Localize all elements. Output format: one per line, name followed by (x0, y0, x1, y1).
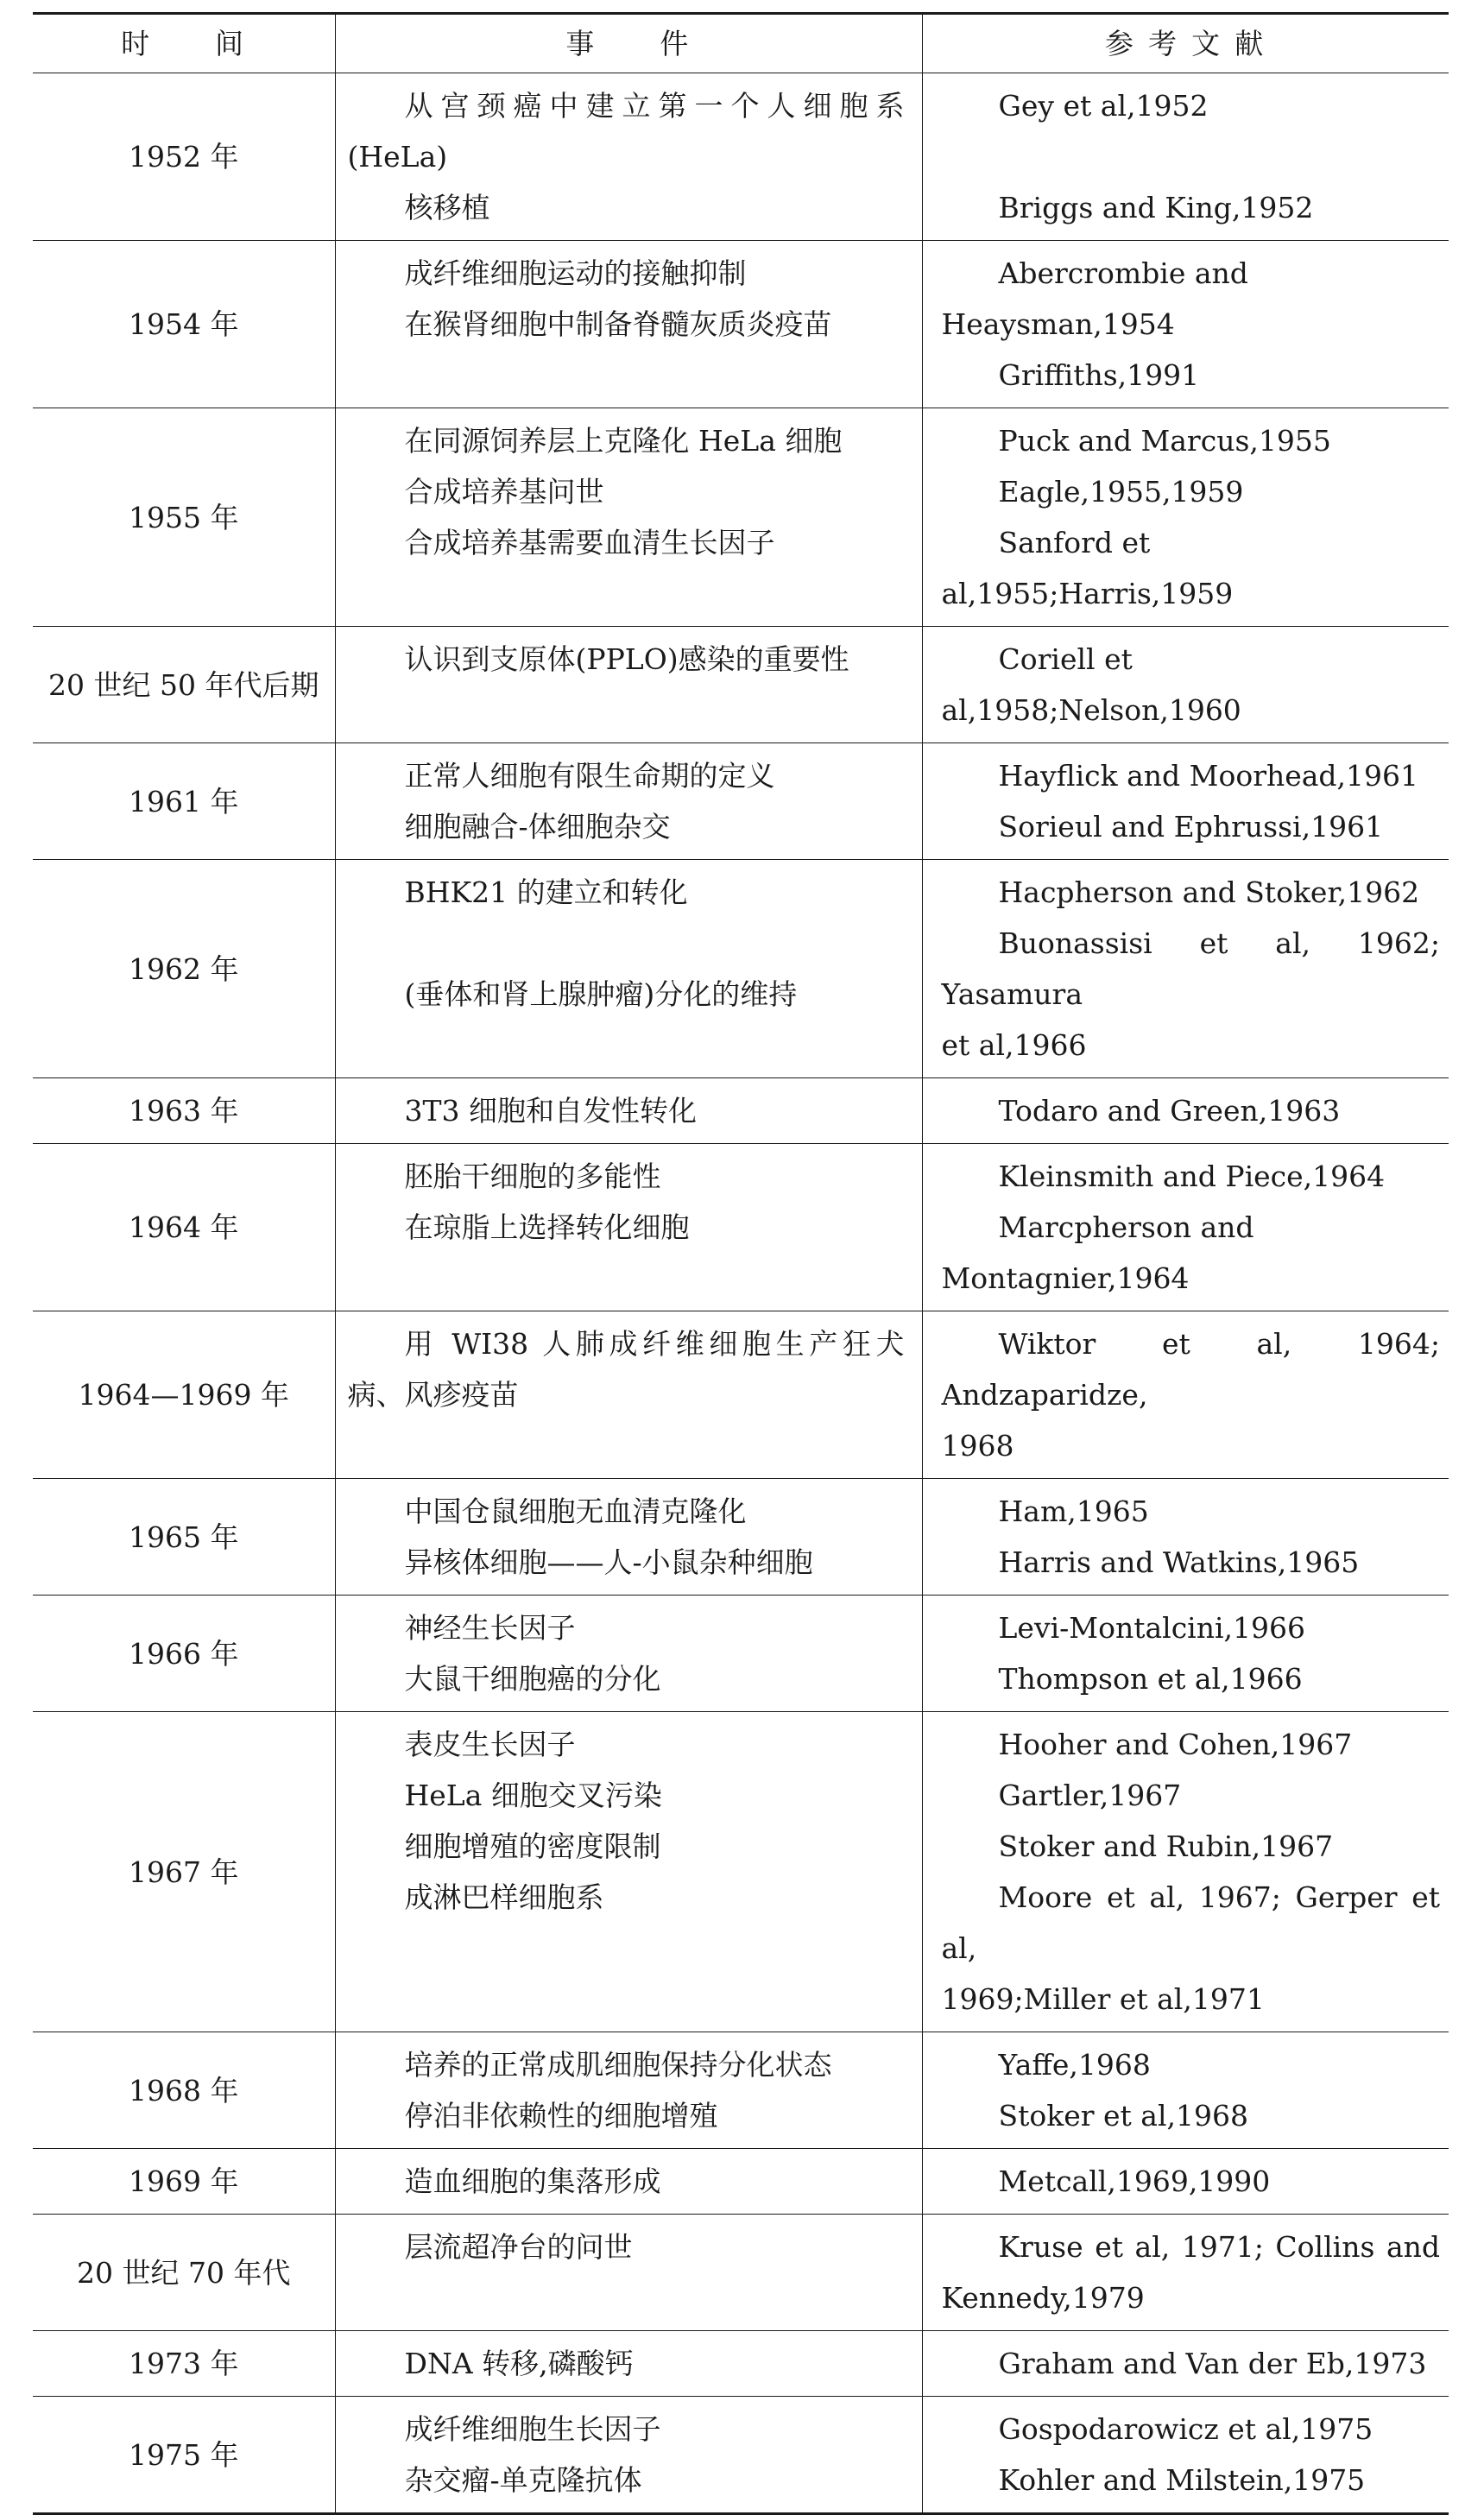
table-row (33, 2331, 1449, 2397)
event-cell (335, 2397, 922, 2514)
table-row (33, 743, 1449, 860)
reference-cell (922, 1596, 1449, 1712)
reference-line: Gospodarowicz et al,1975 (998, 2412, 1373, 2446)
table-row (33, 1479, 1449, 1596)
reference-cell (922, 408, 1449, 627)
event-cell (335, 1311, 922, 1479)
reference-line: Buonassisi et al, 1962; Yasamura (941, 926, 1440, 1011)
reference-line: Kennedy,1979 (941, 2281, 1145, 2315)
reference-cell (922, 1311, 1449, 1479)
event-line: 细胞增殖的密度限制 (404, 1829, 661, 1863)
time-cell: 1973 年 (33, 2331, 335, 2397)
event-line: (HeLa) (347, 140, 448, 174)
header-time: 时 间 (33, 14, 335, 73)
history-table (33, 12, 1449, 2515)
event-line: 造血细胞的集落形成 (404, 2164, 661, 2198)
event-cell (335, 627, 922, 743)
event-line: 合成培养基需要血清生长因子 (404, 526, 775, 559)
reference-cell (922, 627, 1449, 743)
reference-line: Hooher and Cohen,1967 (998, 1728, 1353, 1761)
reference-line: Sorieul and Ephrussi,1961 (998, 810, 1384, 844)
reference-cell (922, 73, 1449, 241)
event-cell (335, 73, 922, 241)
time-cell: 1964—1969 年 (33, 1311, 335, 1479)
reference-cell (922, 2032, 1449, 2149)
time-cell: 1966 年 (33, 1596, 335, 1712)
table-row (33, 1712, 1449, 2032)
event-line: 细胞融合-体细胞杂交 (404, 810, 671, 844)
reference-cell (922, 2149, 1449, 2215)
reference-line: Kohler and Milstein,1975 (998, 2463, 1366, 2497)
event-line: 大鼠干细胞癌的分化 (404, 1662, 661, 1696)
event-line: 杂交瘤-单克隆抗体 (404, 2463, 642, 2497)
reference-line: Kruse et al, 1971; Collins and (998, 2230, 1440, 2264)
event-line: 在琼脂上选择转化细胞 (404, 1210, 690, 1244)
event-cell (335, 241, 922, 408)
event-line: 培养的正常成肌细胞保持分化状态 (404, 2048, 832, 2082)
event-cell (335, 2215, 922, 2331)
header-event: 事 件 (335, 14, 922, 73)
event-line: 成纤维细胞运动的接触抑制 (404, 256, 747, 290)
time-cell: 1975 年 (33, 2397, 335, 2514)
reference-cell (922, 241, 1449, 408)
table-row (33, 73, 1449, 241)
reference-line: Gey et al,1952 (998, 89, 1209, 123)
event-cell (335, 1712, 922, 2032)
reference-line: Briggs and King,1952 (998, 191, 1314, 224)
event-line: 合成培养基问世 (404, 475, 604, 509)
event-line: DNA 转移,磷酸钙 (404, 2347, 634, 2380)
reference-line: Hayflick and Moorhead,1961 (998, 759, 1419, 793)
header-reference: 参 考 文 献 (922, 14, 1449, 73)
reference-cell (922, 1712, 1449, 2032)
reference-line: Marcpherson and Montagnier,1964 (941, 1210, 1254, 1295)
event-line (348, 918, 905, 969)
time-cell: 1964 年 (33, 1144, 335, 1311)
header-row (33, 14, 1449, 73)
reference-line: Eagle,1955,1959 (998, 475, 1244, 509)
table-row (33, 1311, 1449, 1479)
reference-cell (922, 2331, 1449, 2397)
reference-line: Stoker et al,1968 (998, 2099, 1249, 2133)
reference-line: Puck and Marcus,1955 (998, 424, 1331, 458)
table-row (33, 2215, 1449, 2331)
event-line: 认识到支原体(PPLO)感染的重要性 (404, 642, 849, 676)
event-cell (335, 860, 922, 1078)
event-cell (335, 1596, 922, 1712)
table-row (33, 627, 1449, 743)
event-line: BHK21 的建立和转化 (404, 875, 688, 909)
table-row (33, 2149, 1449, 2215)
time-cell: 1969 年 (33, 2149, 335, 2215)
reference-line: Metcall,1969,1990 (998, 2164, 1271, 2198)
event-line: 3T3 细胞和自发性转化 (404, 1094, 697, 1128)
reference-line: Ham,1965 (998, 1494, 1149, 1528)
time-cell: 1955 年 (33, 408, 335, 627)
event-line: 层流超净台的问世 (404, 2230, 633, 2264)
reference-line: Abercrombie and Heaysman,1954 (941, 256, 1248, 341)
reference-line: Levi-Montalcini,1966 (998, 1611, 1306, 1645)
event-line: 异核体细胞——人-小鼠杂种细胞 (404, 1545, 813, 1579)
time-cell: 20 世纪 70 年代 (33, 2215, 335, 2331)
time-cell: 1963 年 (33, 1078, 335, 1144)
table-row (33, 1144, 1449, 1311)
event-line: (垂体和肾上腺肿瘤)分化的维持 (404, 977, 798, 1011)
time-cell: 1965 年 (33, 1479, 335, 1596)
event-line: 在猴肾细胞中制备脊髓灰质炎疫苗 (404, 307, 832, 341)
event-cell (335, 1078, 922, 1144)
reference-cell (922, 860, 1449, 1078)
reference-cell (922, 743, 1449, 860)
reference-line: Gartler,1967 (998, 1779, 1182, 1812)
table-row (33, 1596, 1449, 1712)
reference-line: Yaffe,1968 (998, 2048, 1151, 2082)
event-line: 停泊非依赖性的细胞增殖 (404, 2099, 718, 2133)
table-body (33, 73, 1449, 2514)
time-cell: 1954 年 (33, 241, 335, 408)
reference-line: Thompson et al,1966 (998, 1662, 1303, 1696)
time-cell: 1968 年 (33, 2032, 335, 2149)
reference-line: 1968 (941, 1429, 1014, 1463)
event-line: 正常人细胞有限生命期的定义 (404, 759, 775, 793)
event-line: 核移植 (404, 191, 490, 224)
time-cell: 1952 年 (33, 73, 335, 241)
reference-line: Wiktor et al, 1964; Andzaparidze, (941, 1327, 1440, 1412)
event-cell (335, 2032, 922, 2149)
event-line: 病、风疹疫苗 (347, 1378, 519, 1412)
event-line: 成纤维细胞生长因子 (404, 2412, 661, 2446)
event-line: 中国仓鼠细胞无血清克隆化 (404, 1494, 747, 1528)
event-line: 用 WI38 人肺成纤维细胞生产狂犬 (404, 1327, 905, 1361)
event-line: HeLa 细胞交叉污染 (404, 1779, 662, 1812)
time-cell: 20 世纪 50 年代后期 (33, 627, 335, 743)
event-line: 表皮生长因子 (404, 1728, 576, 1761)
reference-line: Hacpherson and Stoker,1962 (998, 875, 1420, 909)
reference-line: Todaro and Green,1963 (998, 1094, 1341, 1128)
time-cell: 1967 年 (33, 1712, 335, 2032)
table-row (33, 860, 1449, 1078)
reference-line: Griffiths,1991 (998, 358, 1200, 392)
reference-cell (922, 2397, 1449, 2514)
reference-cell (922, 2215, 1449, 2331)
table-row (33, 408, 1449, 627)
event-line: 胚胎干细胞的多能性 (404, 1160, 661, 1193)
reference-line: Kleinsmith and Piece,1964 (998, 1160, 1386, 1193)
reference-line: Coriell et al,1958;Nelson,1960 (941, 642, 1241, 727)
table-row (33, 241, 1449, 408)
reference-line: Harris and Watkins,1965 (998, 1545, 1360, 1579)
reference-cell (922, 1144, 1449, 1311)
reference-line: Stoker and Rubin,1967 (998, 1829, 1334, 1863)
reference-cell (922, 1078, 1449, 1144)
reference-line: 1969;Miller et al,1971 (941, 1982, 1265, 2016)
table-row (33, 2397, 1449, 2514)
event-cell (335, 408, 922, 627)
event-cell (335, 1479, 922, 1596)
event-line: 从宫颈癌中建立第一个人细胞系 (404, 89, 905, 123)
table-row (33, 2032, 1449, 2149)
event-cell (335, 1144, 922, 1311)
reference-line: Graham and Van der Eb,1973 (998, 2347, 1427, 2380)
event-cell (335, 2149, 922, 2215)
event-line: 成淋巴样细胞系 (404, 1880, 604, 1914)
reference-line: et al,1966 (941, 1028, 1087, 1062)
time-cell: 1961 年 (33, 743, 335, 860)
reference-cell (922, 1479, 1449, 1596)
event-cell (335, 2331, 922, 2397)
reference-line: Moore et al, 1967; Gerper et al, (941, 1880, 1440, 1965)
time-cell: 1962 年 (33, 860, 335, 1078)
event-line: 在同源饲养层上克隆化 HeLa 细胞 (404, 424, 843, 458)
reference-line: Sanford et al,1955;Harris,1959 (941, 526, 1234, 610)
table-row (33, 1078, 1449, 1144)
event-cell (335, 743, 922, 860)
event-line: 神经生长因子 (404, 1611, 576, 1645)
reference-line (942, 131, 1441, 182)
